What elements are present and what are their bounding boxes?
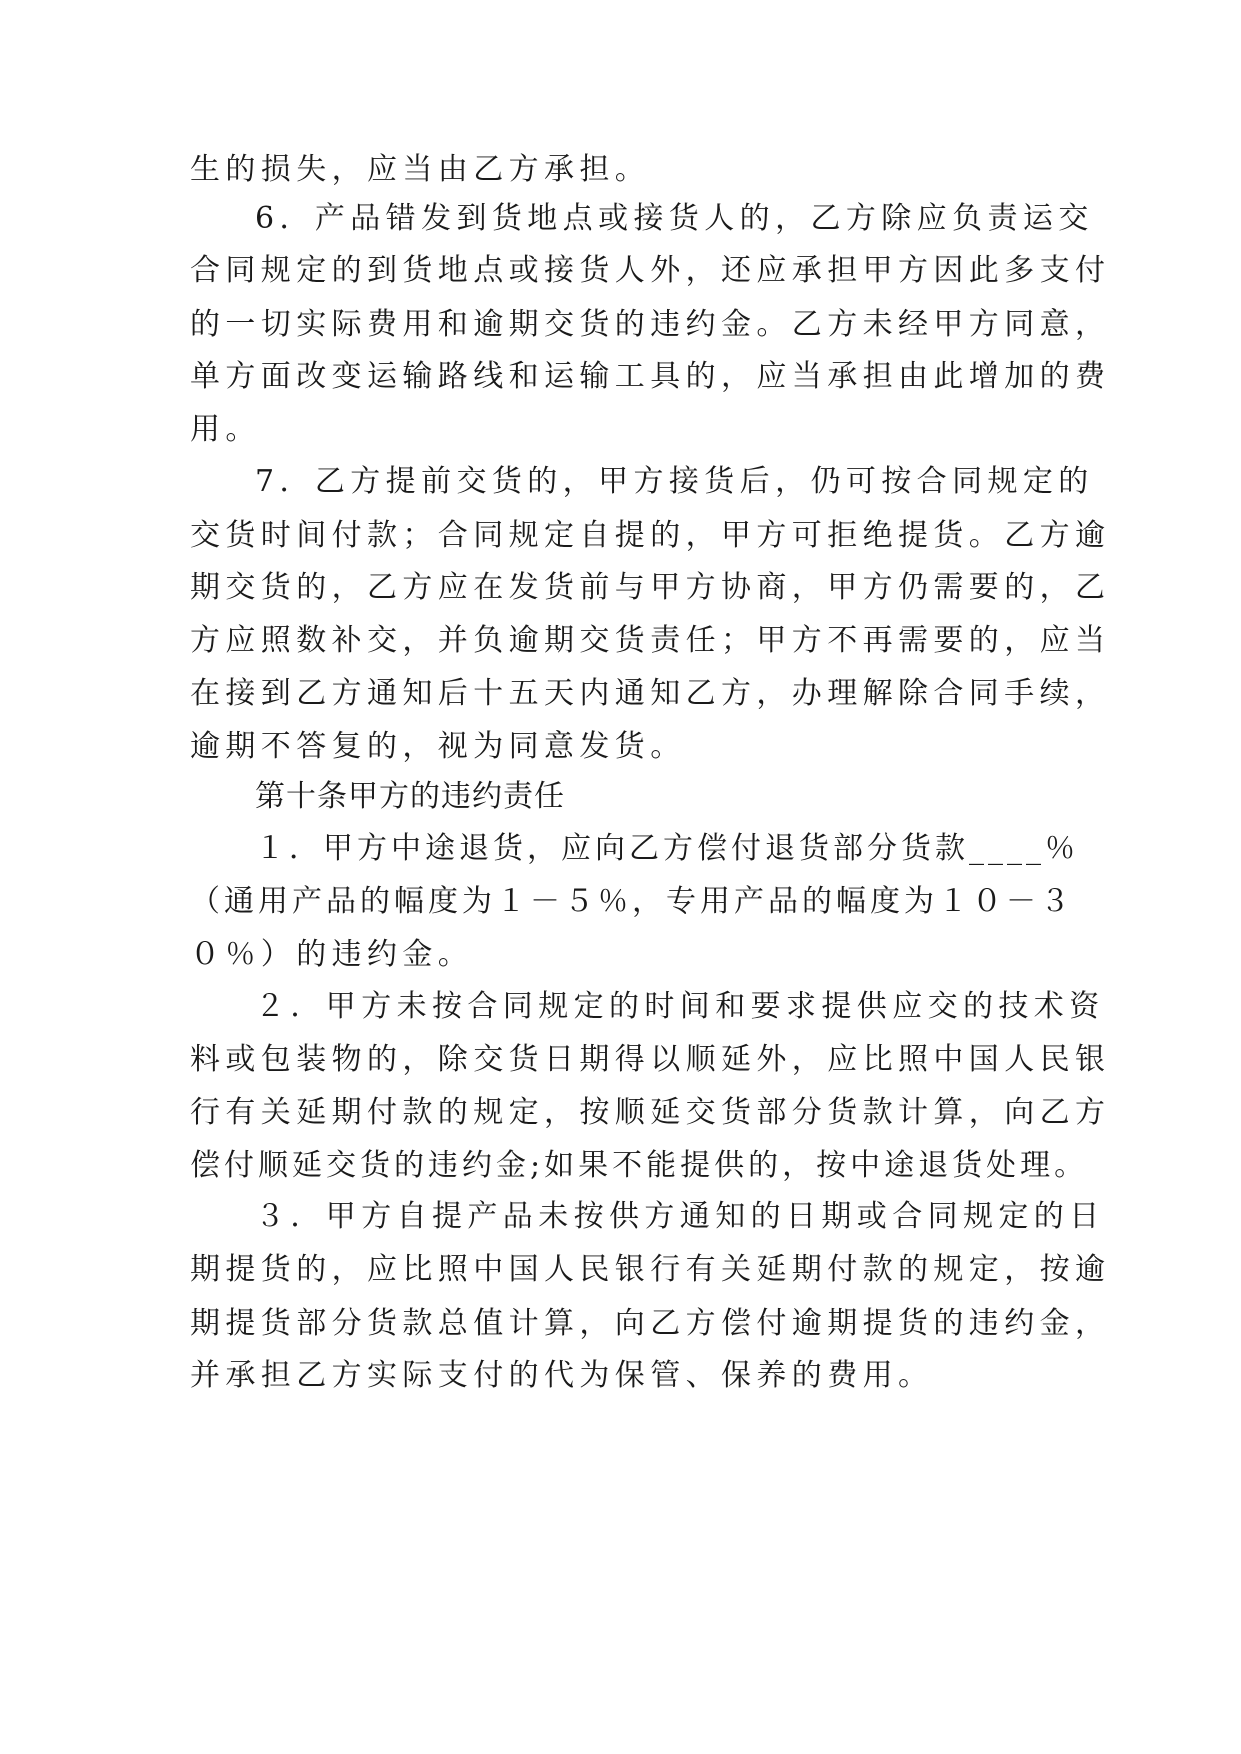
clause-7-line: 7．乙方提前交货的，甲方接货后，仍可按合同规定的	[255, 464, 1094, 499]
paragraph-line: 期提货部分货款总值计算，向乙方偿付逾期提货的违约金，	[190, 1306, 1111, 1341]
paragraph-line: （通用产品的幅度为１－５％，专用产品的幅度为１０－３	[190, 884, 1074, 919]
paragraph-line: 料或包装物的，除交货日期得以顺延外，应比照中国人民银	[190, 1042, 1111, 1077]
paragraph-line: 并承担乙方实际支付的代为保管、保养的费用。	[190, 1358, 934, 1393]
paragraph-line: 交货时间付款；合同规定自提的，甲方可拒绝提货。乙方逾	[190, 518, 1111, 553]
paragraph-line: 期交货的，乙方应在发货前与甲方协商，甲方仍需要的，乙	[190, 570, 1111, 605]
clause-3-line: ３．甲方自提产品未按供方通知的日期或合同规定的日	[255, 1199, 1105, 1234]
paragraph-line: 方应照数补交，并负逾期交货责任；甲方不再需要的，应当	[190, 623, 1111, 658]
paragraph-line: 的一切实际费用和逾期交货的违约金。乙方未经甲方同意，	[190, 307, 1111, 342]
clause-1-line: １．甲方中途退货，应向乙方偿付退货部分货款____％	[255, 831, 1079, 866]
clause-2-line: ２．甲方未按合同规定的时间和要求提供应交的技术资	[255, 989, 1105, 1024]
paragraph-line: 用。	[190, 412, 261, 447]
paragraph-line: 行有关延期付款的规定，按顺延交货部分货款计算，向乙方	[190, 1095, 1111, 1130]
paragraph-line: 在接到乙方通知后十五天内通知乙方，办理解除合同手续，	[190, 676, 1111, 711]
paragraph-line: ０％）的违约金。	[190, 937, 474, 972]
section-heading: 第十条甲方的违约责任	[255, 779, 565, 814]
paragraph-line: 期提货的，应比照中国人民银行有关延期付款的规定，按逾	[190, 1252, 1111, 1287]
clause-6-line: 6．产品错发到货地点或接货人的，乙方除应负责运交	[255, 201, 1094, 236]
paragraph-line: 合同规定的到货地点或接货人外，还应承担甲方因此多支付	[190, 253, 1111, 288]
paragraph-line: 生的损失，应当由乙方承担。	[190, 152, 651, 187]
paragraph-line: 逾期不答复的，视为同意发货。	[190, 729, 686, 764]
paragraph-line: 偿付顺延交货的违约金;如果不能提供的，按中途退货处理。	[190, 1148, 1089, 1183]
paragraph-line: 单方面改变运输路线和运输工具的，应当承担由此增加的费	[190, 359, 1111, 394]
